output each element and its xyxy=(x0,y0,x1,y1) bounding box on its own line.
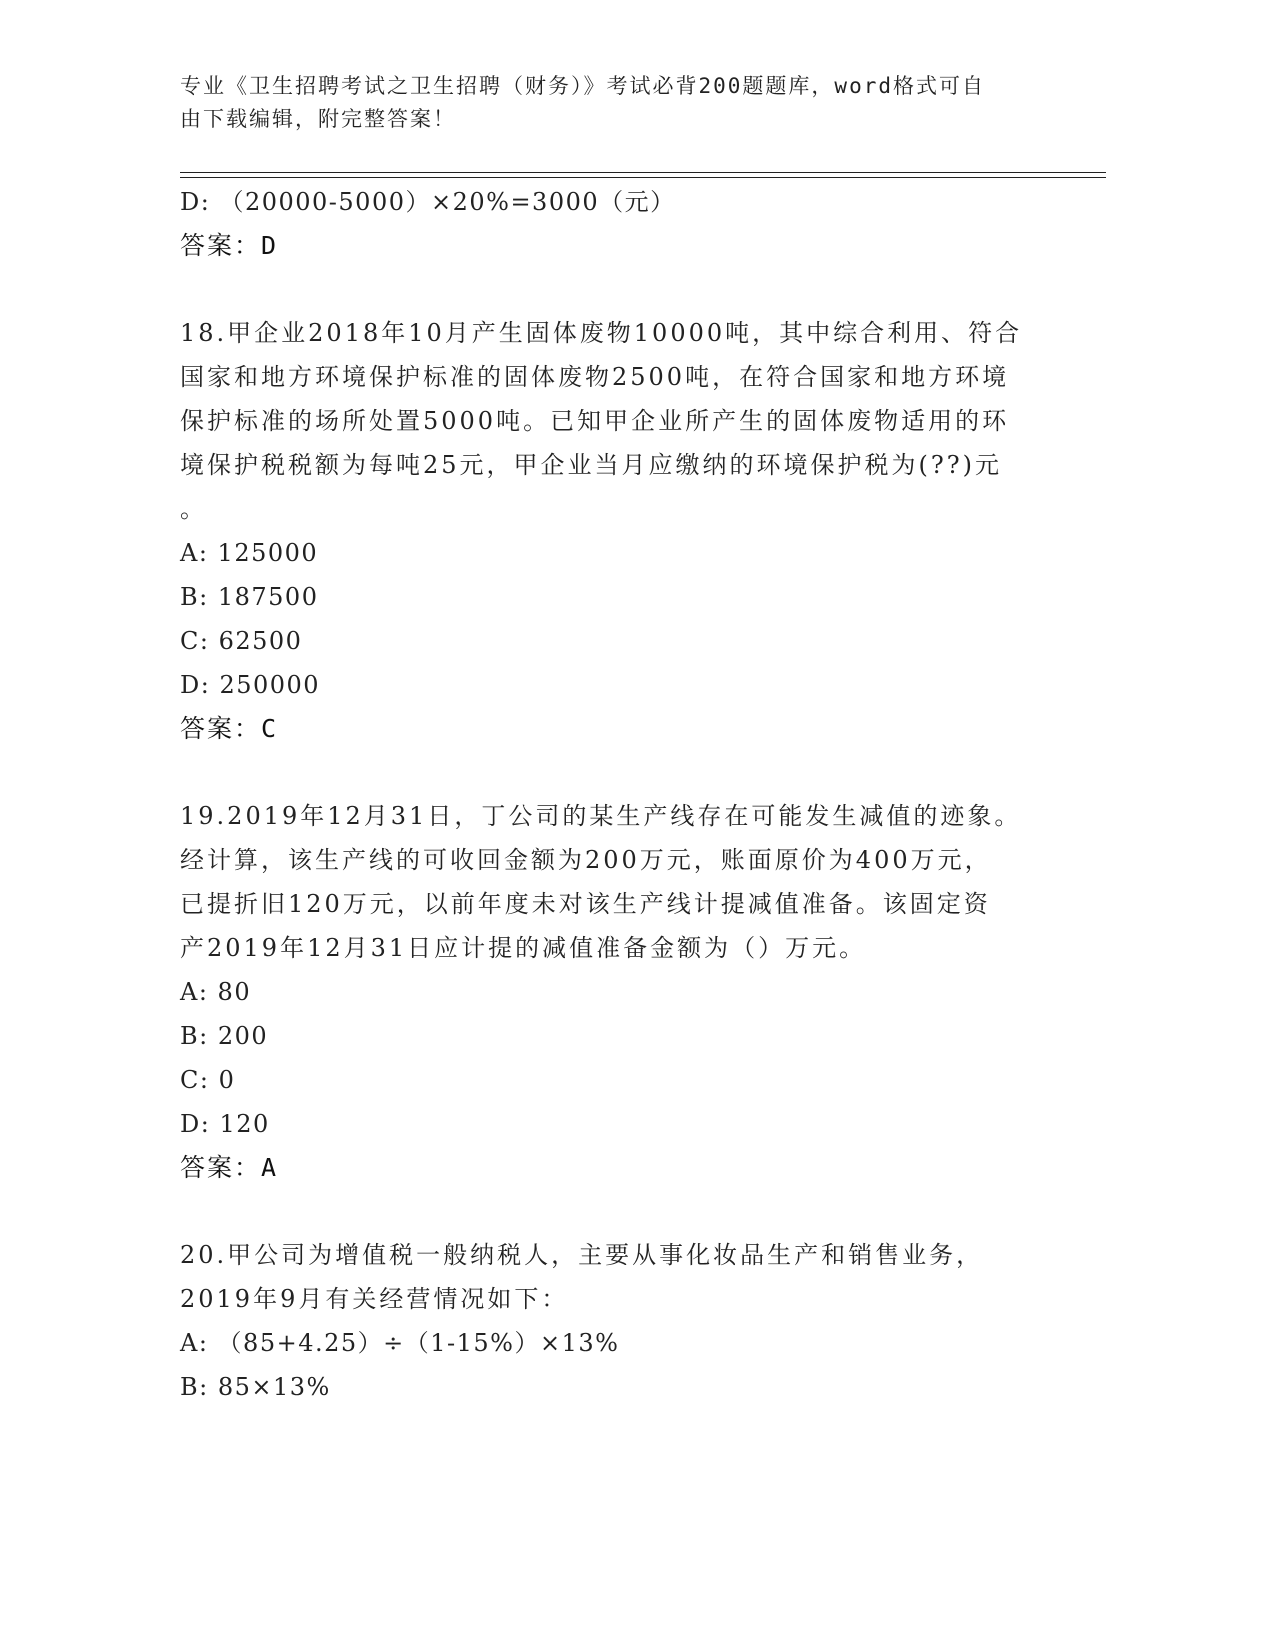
question-19-line-4: 产2019年12月31日应计提的减值准备金额为（）万元。 xyxy=(180,934,867,962)
header-divider-top xyxy=(180,172,1106,173)
question-20 xyxy=(180,1233,1040,1409)
question-20-line-1: 20.甲公司为增值税一般纳税人，主要从事化妆品生产和销售业务， xyxy=(180,1241,984,1269)
question-19-option-d: D: 120 xyxy=(180,1110,270,1138)
spacer xyxy=(180,268,1040,311)
prev-option-d: D: （20000-5000）×20%=3000（元） xyxy=(180,188,676,216)
question-19-option-a: A: 80 xyxy=(180,978,252,1006)
question-19-line-2: 经计算，该生产线的可收回金额为200万元，账面原价为400万元， xyxy=(180,846,992,874)
question-18-option-b: B: 187500 xyxy=(180,583,319,611)
question-20-option-a: A: （85+4.25）÷（1-15%）×13% xyxy=(180,1329,620,1357)
question-18-line-3: 保护标准的场所处置5000吨。已知甲企业所产生的固体废物适用的环 xyxy=(180,407,1010,435)
header-divider-bottom xyxy=(180,177,1106,178)
question-18-option-a: A: 125000 xyxy=(180,539,319,567)
question-18 xyxy=(180,311,1040,751)
header-line-1: 专业《卫生招聘考试之卫生招聘（财务）》考试必背200题题库，word格式可自 xyxy=(180,74,985,98)
question-19-line-1: 19.2019年12月31日，丁公司的某生产线存在可能发生减值的迹象。 xyxy=(180,802,1022,830)
question-20-option-b: B: 85×13% xyxy=(180,1373,331,1401)
question-18-answer: 答案：C xyxy=(180,714,279,743)
question-18-line-4: 境保护税税额为每吨25元，甲企业当月应缴纳的环境保护税为(??)元 xyxy=(180,451,1002,479)
question-19-answer: 答案：A xyxy=(180,1153,279,1182)
question-18-line-1: 18.甲企业2018年10月产生固体废物10000吨，其中综合利用、符合 xyxy=(180,319,1023,347)
question-19-line-3: 已提折旧120万元，以前年度未对该生产线计提减值准备。该固定资 xyxy=(180,890,991,918)
spacer xyxy=(180,751,1040,794)
spacer xyxy=(180,1190,1040,1233)
question-18-option-c: C: 62500 xyxy=(180,627,303,655)
question-18-line-2: 国家和地方环境保护标准的固体废物2500吨，在符合国家和地方环境 xyxy=(180,363,1010,391)
header-line-2: 由下载编辑，附完整答案！ xyxy=(180,107,456,131)
question-19-option-c: C: 0 xyxy=(180,1066,236,1094)
question-18-option-d: D: 250000 xyxy=(180,671,321,699)
question-19-option-b: B: 200 xyxy=(180,1022,269,1050)
question-19 xyxy=(180,794,1040,1190)
document-header xyxy=(180,70,1040,136)
question-20-line-2: 2019年9月有关经营情况如下： xyxy=(180,1285,569,1313)
document-body xyxy=(180,180,1040,1409)
prev-answer: 答案：D xyxy=(180,231,279,260)
question-18-line-5: 。 xyxy=(180,495,207,523)
